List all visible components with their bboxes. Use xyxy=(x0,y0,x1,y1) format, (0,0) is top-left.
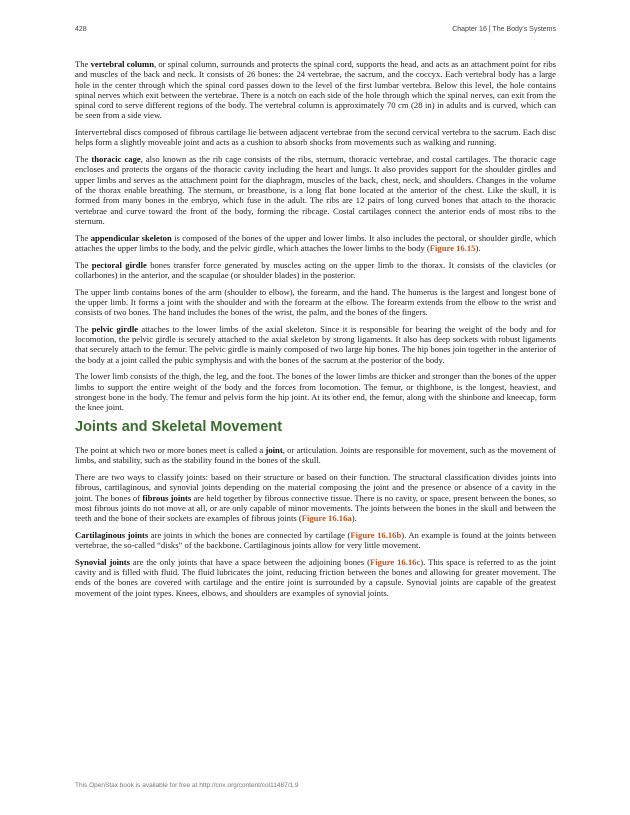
paragraph-appendicular-skeleton: The appendicular skeleton is composed of the bones of the upper and lower limbs. It also includes the pectoral, or shoulder girdle, which attaches the upper limbs to the body, and the pelvic girdle, which attaches the lower limbs to the body (Figure 16.15). xyxy=(75,232,557,253)
paragraph-intervertebral-discs: Intervertebral discs composed of fibrous cartilage lie between adjacent vertebrae from the second cervical vertebra to the sacrum. Each disc helps form a slightly moveable joint and acts as a cushion to absorb shocks from movements such as walking and running. xyxy=(75,127,556,148)
figure-link-16-16a[interactable]: Figure 16.16a xyxy=(301,513,352,524)
chapter-title: Chapter 16 | The Body's Systems xyxy=(452,26,556,33)
paragraph-synovial-joints: Synovial joints are the only joints that have a space between the adjoining bones (Figure 16.16c). This space is referred to as the joint cavity and is filled with fluid. The fluid lubricates the joint, reducing friction between the bones and allowing for greater movement. The ends of the bones are covered with cartilage and the entire joint is surrounded by a capsule. Synovial joints are capable of the greatest movement of the joint types. Knees, elbows, and shoulders are examples of synovial joints. xyxy=(75,556,556,598)
page-footer: This OpenStax book is available for free at http://cnx.org/content/col11487/1.9 xyxy=(75,782,299,789)
term-appendicular-skeleton: appendicular skeleton xyxy=(90,232,172,243)
term-synovial-joints: Synovial joints xyxy=(75,556,130,567)
paragraph-cartilaginous-joints: Cartilaginous joints are joints in which the bones are connected by cartilage (Figure 16.16b). An example is found at the joints between vertebrae, the so-called “disks” of the backbone. Cartilaginous joints allow for very little movement. xyxy=(75,529,556,551)
term-cartilaginous-joints: Cartilaginous joints xyxy=(75,529,149,540)
paragraph-joint-definition: The point at which two or more bones meet is called a joint, or articulation. Joints are responsible for movement, such as the movement of limbs, and stability, such as the stability found in the bones of the skull. xyxy=(75,445,556,466)
paragraph-pectoral-girdle: The pectoral girdle bones transfer force generated by muscles acting on the upper limb to the thorax. It consists of the clavicles (or collarbones) in the anterior, and the scapulae (or shoulder blades) in the posterior. xyxy=(75,259,556,280)
term-thoracic-cage: thoracic cage xyxy=(91,154,141,165)
paragraph-upper-limb: The upper limb contains bones of the arm (shoulder to elbow), the forearm, and the hand. The humerus is the largest and longest bone of the upper limb. It forms a joint with the shoulder and with the forearm at the elbow. The forearm extends from the elbow to the wrist and consists of two bones. The hand includes the bones of the wrist, the palm, and the bones of the fingers. xyxy=(75,286,556,318)
page-header xyxy=(75,26,556,38)
figure-link-16-15[interactable]: Figure 16.15 xyxy=(429,242,476,253)
paragraph-lower-limb: The lower limb consists of the thigh, the leg, and the foot. The bones of the lower limbs are thicker and stronger than the bones of the upper limbs to support the entire weight of the body and the forces from locomotion. The femur, or thighbone, is the longest, heaviest, and strongest bone in the body. The femur and pelvis form the hip joint. At its other end, the femur, along with the shinbone and kneecap, form the knee joint. xyxy=(75,371,556,413)
section-heading: Joints and Skeletal Movement xyxy=(75,419,283,436)
page-number: 428 xyxy=(75,26,87,33)
paragraph-pelvic-girdle: The pelvic girdle attaches to the lower limbs of the axial skeleton. Since it is responsible for bearing the weight of the body and for locomotion, the pelvic girdle is securely attached to the axial skeleton by strong ligaments. It also has deep sockets with robust ligaments that securely attach to the femur. The pelvic girdle is mainly composed of two large hip bones. The hip bones join together in the anterior of the body at a joint called the pubic symphysis and with the bones of the sacrum at the posterior of the body. xyxy=(75,323,556,365)
body-text xyxy=(75,59,556,604)
figure-link-16-16c[interactable]: Figure 16.16c xyxy=(370,556,421,567)
figure-link-16-16b[interactable]: Figure 16.16b xyxy=(350,529,402,540)
paragraph-thoracic-cage: The thoracic cage, also known as the rib cage consists of the ribs, sternum, thoracic vertebrae, and costal cartilages. The thoracic cage encloses and protects the organs of the thoracic cavity including the heart and lungs. It also provides support for the shoulder girdles and upper limbs and serves as the attachment point for the diaphragm, muscles of the back, chest, neck, and shoulders. Changes in the volume of the thorax enable breathing. The sternum, or breastbone, is a long flat bone located at the anterior of the chest. Like the skull, it is formed from many bones in the embryo, which fuse in the adult. The ribs are 12 pairs of long curved bones that attach to the thoracic vertebrae and curve toward the front of the body, forming the ribcage. Costal cartilages connect the anterior ends of most ribs to the sternum. xyxy=(75,154,557,226)
term-vertebral-column: vertebral column xyxy=(90,59,154,69)
term-joint: joint xyxy=(265,445,283,456)
paragraph-joint-classification: There are two ways to classify joints: based on their structure or based on their function. The structural classification divides joints into fibrous, cartilaginous, and synovial joints depending on the material composing the joint and the presence or absence of a cavity in the joint. The bones of fibrous joints are held together by fibrous connective tissue. There is no cavity, or space, present between the bones, so most fibrous joints do not move at all, or are only capable of minor movements. The joints between the bones in the skull and between the teeth and the bone of their sockets are examples of fibrous joints (Figure 16.16a). xyxy=(75,472,556,524)
term-pectoral-girdle: pectoral girdle xyxy=(91,259,147,270)
term-fibrous-joints: fibrous joints xyxy=(142,492,192,503)
term-pelvic-girdle: pelvic girdle xyxy=(91,323,139,334)
paragraph-vertebral-column: The vertebral column, or spinal column, surrounds and protects the spinal cord, supports the head, and acts as an attachment point for ribs and muscles of the back and neck. It consists of 26 bones: the 24 vertebrae, the sacrum, and the coccyx. Each vertebral body has a large hole in the center through which the spinal cord passes down to the level of the first lumbar vertebra. Below this level, the hole contains spinal nerves which exit between the vertebrae. There is a notch on each side of the hole through which the spinal nerves, can exit from the spinal cord to serve different regions of the body. The vertebral column is approximately 70 cm (28 in) in adults and is curved, which can be seen from a side view. xyxy=(75,59,557,121)
